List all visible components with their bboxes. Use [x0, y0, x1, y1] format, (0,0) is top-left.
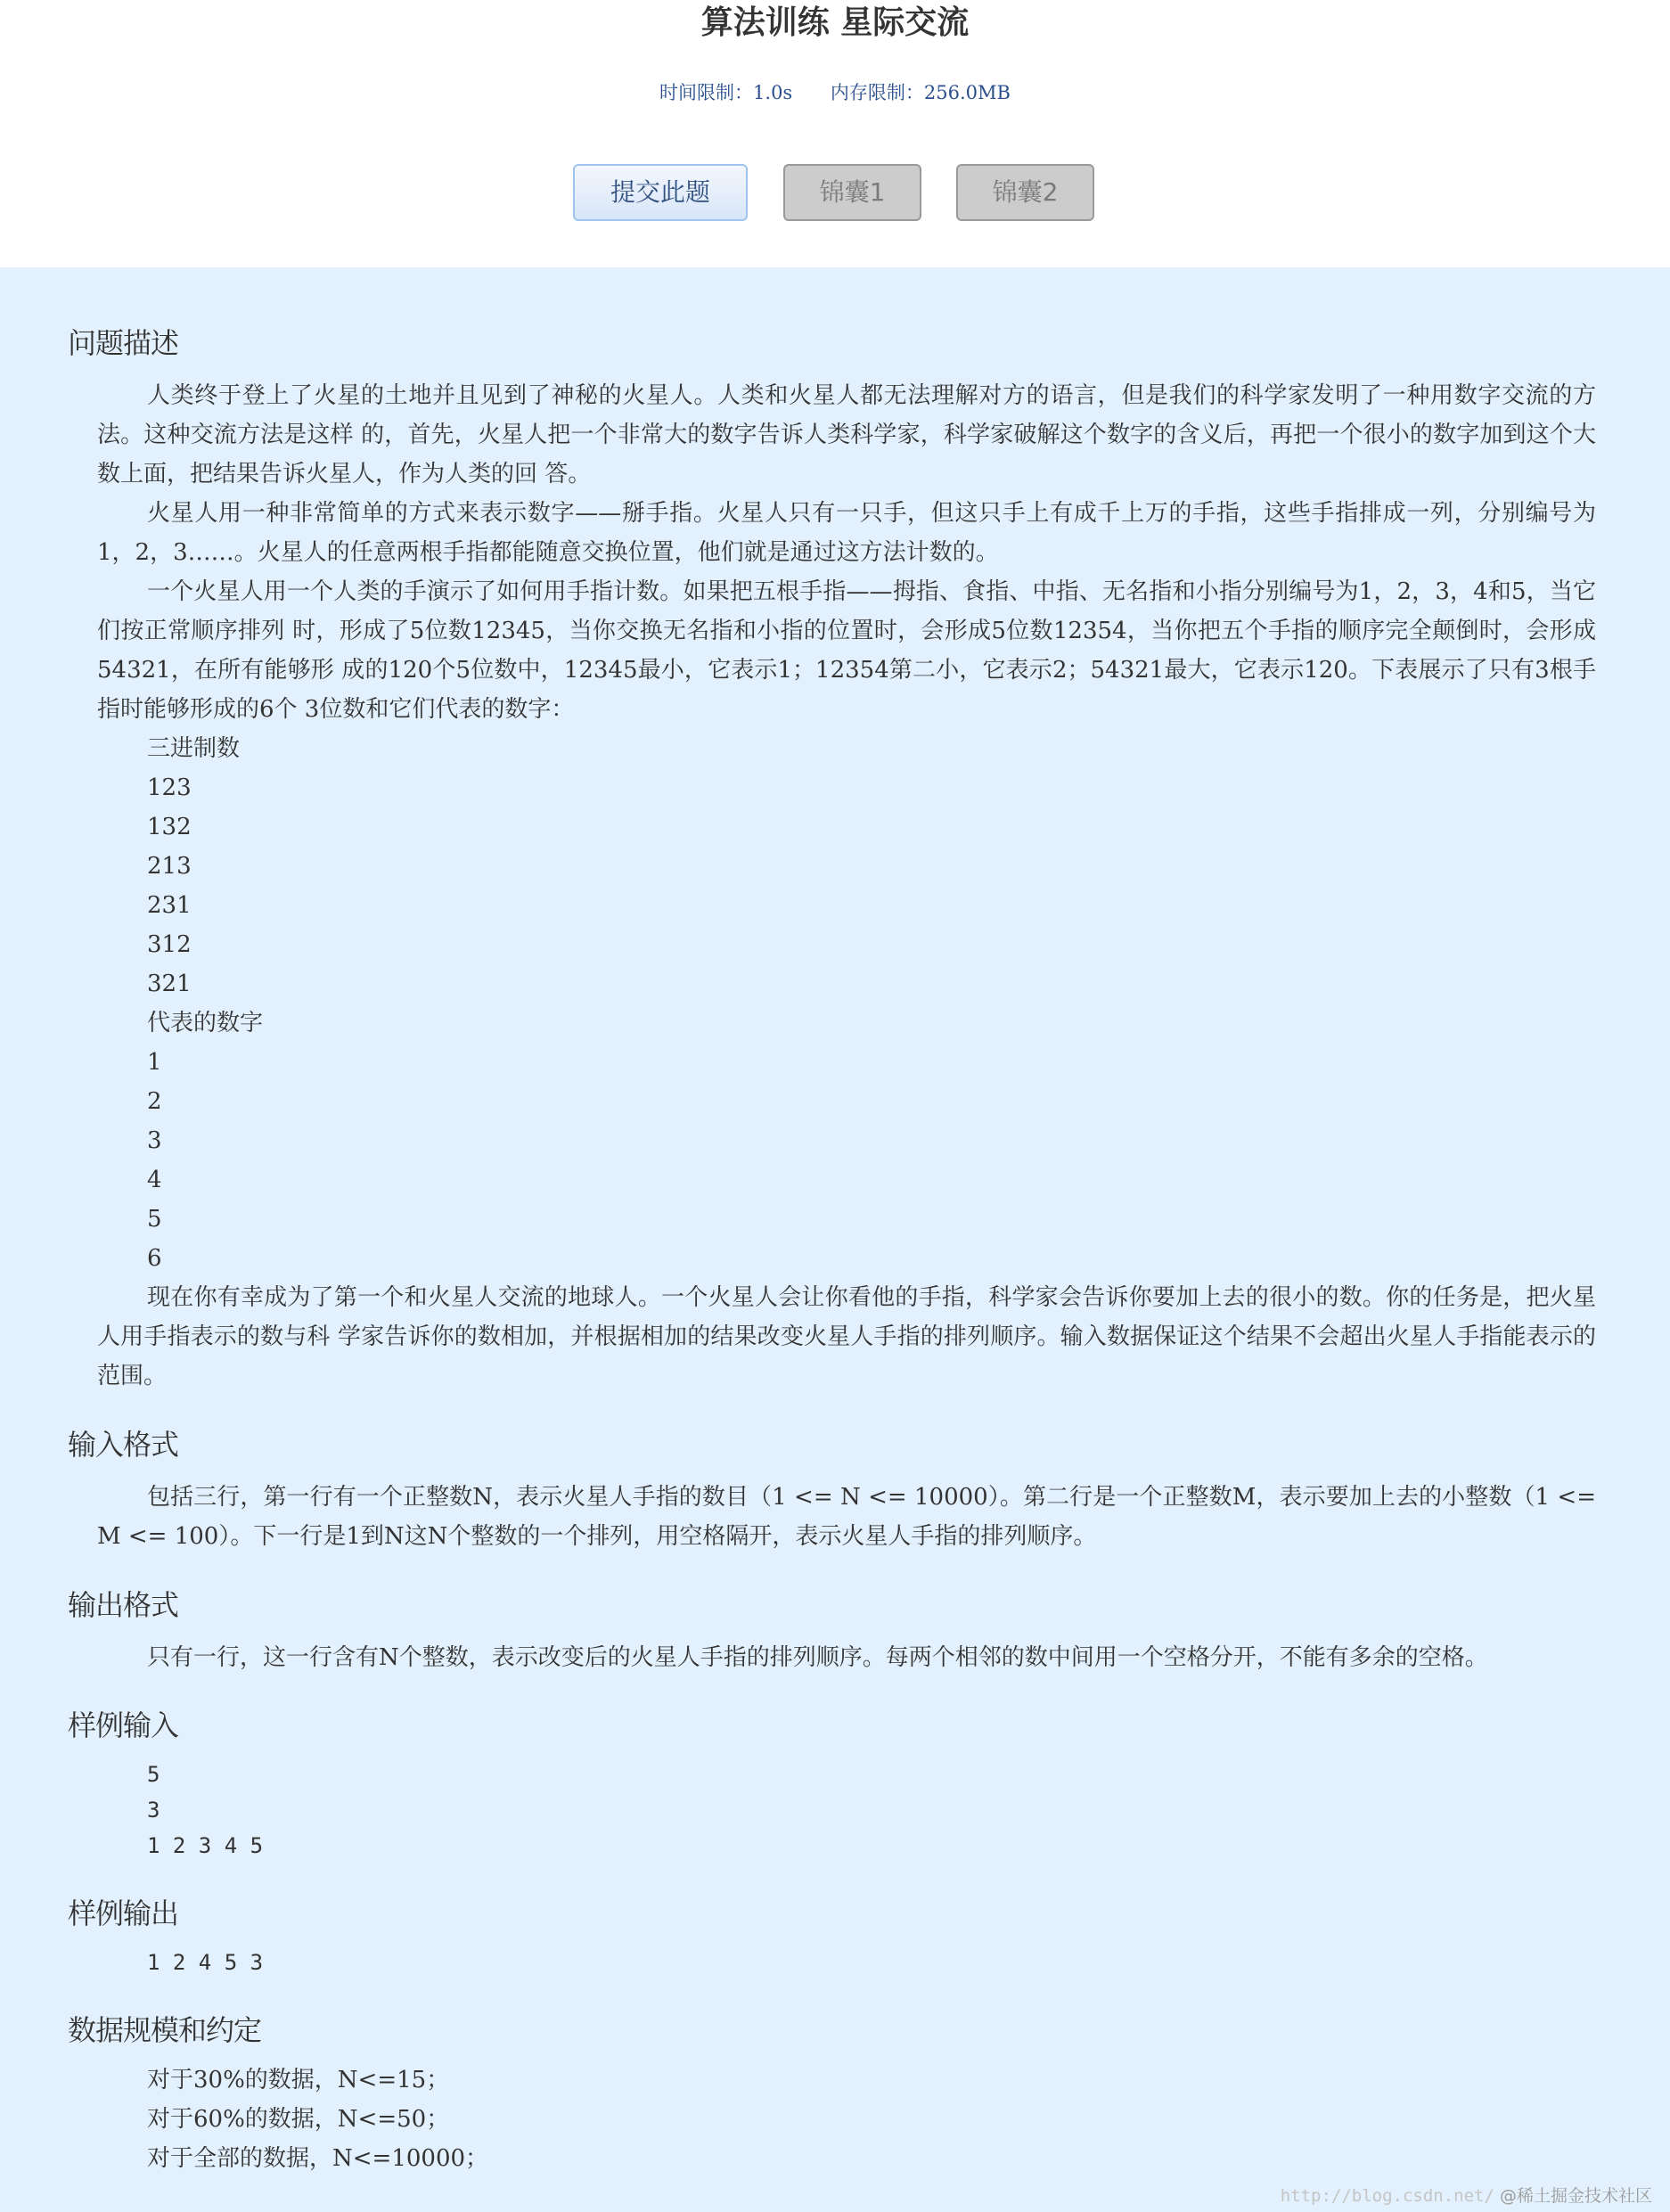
- description-closing: 现在你有幸成为了第一个和火星人交流的地球人。一个火星人会让你看他的手指，科学家会告诉你要加上去的很小的数。你的任务是，把火星人用手指表示的数与科 学家告诉你的数相加，并根据相加的结果改变火星人手指的排列顺序。输入数据保证这个结果不会超出火星人手指能表示的范围。: [97, 1284, 1596, 1389]
- description-paragraph: 一个火星人用一个人类的手演示了如何用手指计数。如果把五根手指——拇指、食指、中指、无名指和小指分别编号为1，2，3，4和5，当它们按正常顺序排列 时，形成了5位数12345，当你交换无名指和小指的位置时，会形成5位数12354，当你把五个手指的顺序完全颠倒时，会形成54321，在所有能够形 成的120个5位数中，12345最小，它表示1；12354第二小，它表示2；54321最大，它表示120。下表展示了只有3根手指时能够形成的6个 3位数和它们代表的数字：: [97, 578, 1596, 723]
- output-format-text: 只有一行，这一行含有N个整数，表示改变后的火星人手指的排列顺序。每两个相邻的数中间用一个空格分开，不能有多余的空格。: [147, 1644, 1488, 1671]
- section-heading-output-format: 输出格式: [68, 1588, 179, 1622]
- constraint-line: 对于60%的数据，N<=50；: [147, 2106, 450, 2133]
- section-heading-sample-output: 样例输出: [68, 1897, 179, 1930]
- section-heading-description: 问题描述: [68, 326, 179, 360]
- table-header-ternary: 三进制数: [147, 735, 241, 762]
- limits-bar: [0, 78, 1670, 105]
- hint-2-button[interactable]: 锦囊2: [956, 164, 1094, 221]
- table-cell: 132: [147, 814, 192, 840]
- table-cell: 2: [147, 1088, 162, 1115]
- sample-input-line: 5: [147, 1762, 160, 1787]
- memory-limit: 内存限制：256.0MB: [830, 82, 1011, 103]
- table-cell: 6: [147, 1245, 162, 1272]
- table-cell: 5: [147, 1206, 162, 1233]
- description-paragraph: 火星人用一种非常简单的方式来表示数字——掰手指。火星人只有一只手，但这只手上有成千上万的手指，这些手指排成一列，分别编号为1，2，3……。火星人的任意两根手指都能随意交换位置，他们就是通过这方法计数的。: [97, 500, 1596, 566]
- section-heading-constraints: 数据规模和约定: [68, 2013, 262, 2047]
- watermark: [1281, 2183, 1652, 2207]
- watermark-text: @稀土掘金技术社区: [1499, 2186, 1652, 2206]
- constraint-line: 对于全部的数据，N<=10000；: [147, 2145, 489, 2172]
- problem-content-panel: [0, 267, 1670, 2212]
- sample-output-line: 1 2 4 5 3: [147, 1950, 264, 1975]
- problem-header: [0, 0, 1670, 267]
- table-cell: 213: [147, 853, 192, 880]
- table-header-represented: 代表的数字: [147, 1010, 264, 1036]
- section-heading-input-format: 输入格式: [68, 1428, 179, 1462]
- sample-input-line: 3: [147, 1798, 160, 1823]
- page-title: 算法训练 星际交流: [700, 4, 970, 41]
- input-format-text: 包括三行，第一行有一个正整数N，表示火星人手指的数目（1 <= N <= 10000）。第二行是一个正整数M，表示要加上去的小整数（1 <= M <= 100）。下一行是1到N这N个整数的一个排列，用空格隔开，表示火星人手指的排列顺序。: [97, 1484, 1596, 1550]
- table-cell: 321: [147, 971, 192, 997]
- table-cell: 4: [147, 1167, 162, 1193]
- sample-input-line: 1 2 3 4 5: [147, 1833, 264, 1858]
- constraint-line: 对于30%的数据，N<=15；: [147, 2067, 450, 2093]
- time-limit: 时间限制：1.0s: [659, 82, 793, 103]
- submit-problem-button[interactable]: 提交此题: [573, 164, 748, 221]
- table-cell: 1: [147, 1049, 162, 1076]
- table-cell: 312: [147, 931, 192, 958]
- watermark-url: http://blog.csdn.net/: [1280, 2186, 1494, 2206]
- hint-1-button[interactable]: 锦囊1: [783, 164, 921, 221]
- description-paragraph: 人类终于登上了火星的土地并且见到了神秘的火星人。人类和火星人都无法理解对方的语言，但是我们的科学家发明了一种用数字交流的方法。这种交流方法是这样 的，首先，火星人把一个非常大的数字告诉人类科学家，科学家破解这个数字的含义后，再把一个很小的数字加到这个大数上面，把结果告诉火星人，作为人类的回 答。: [97, 382, 1596, 487]
- table-cell: 123: [147, 774, 192, 801]
- table-cell: 3: [147, 1127, 162, 1154]
- table-cell: 231: [147, 892, 192, 919]
- section-heading-sample-input: 样例输入: [68, 1708, 179, 1742]
